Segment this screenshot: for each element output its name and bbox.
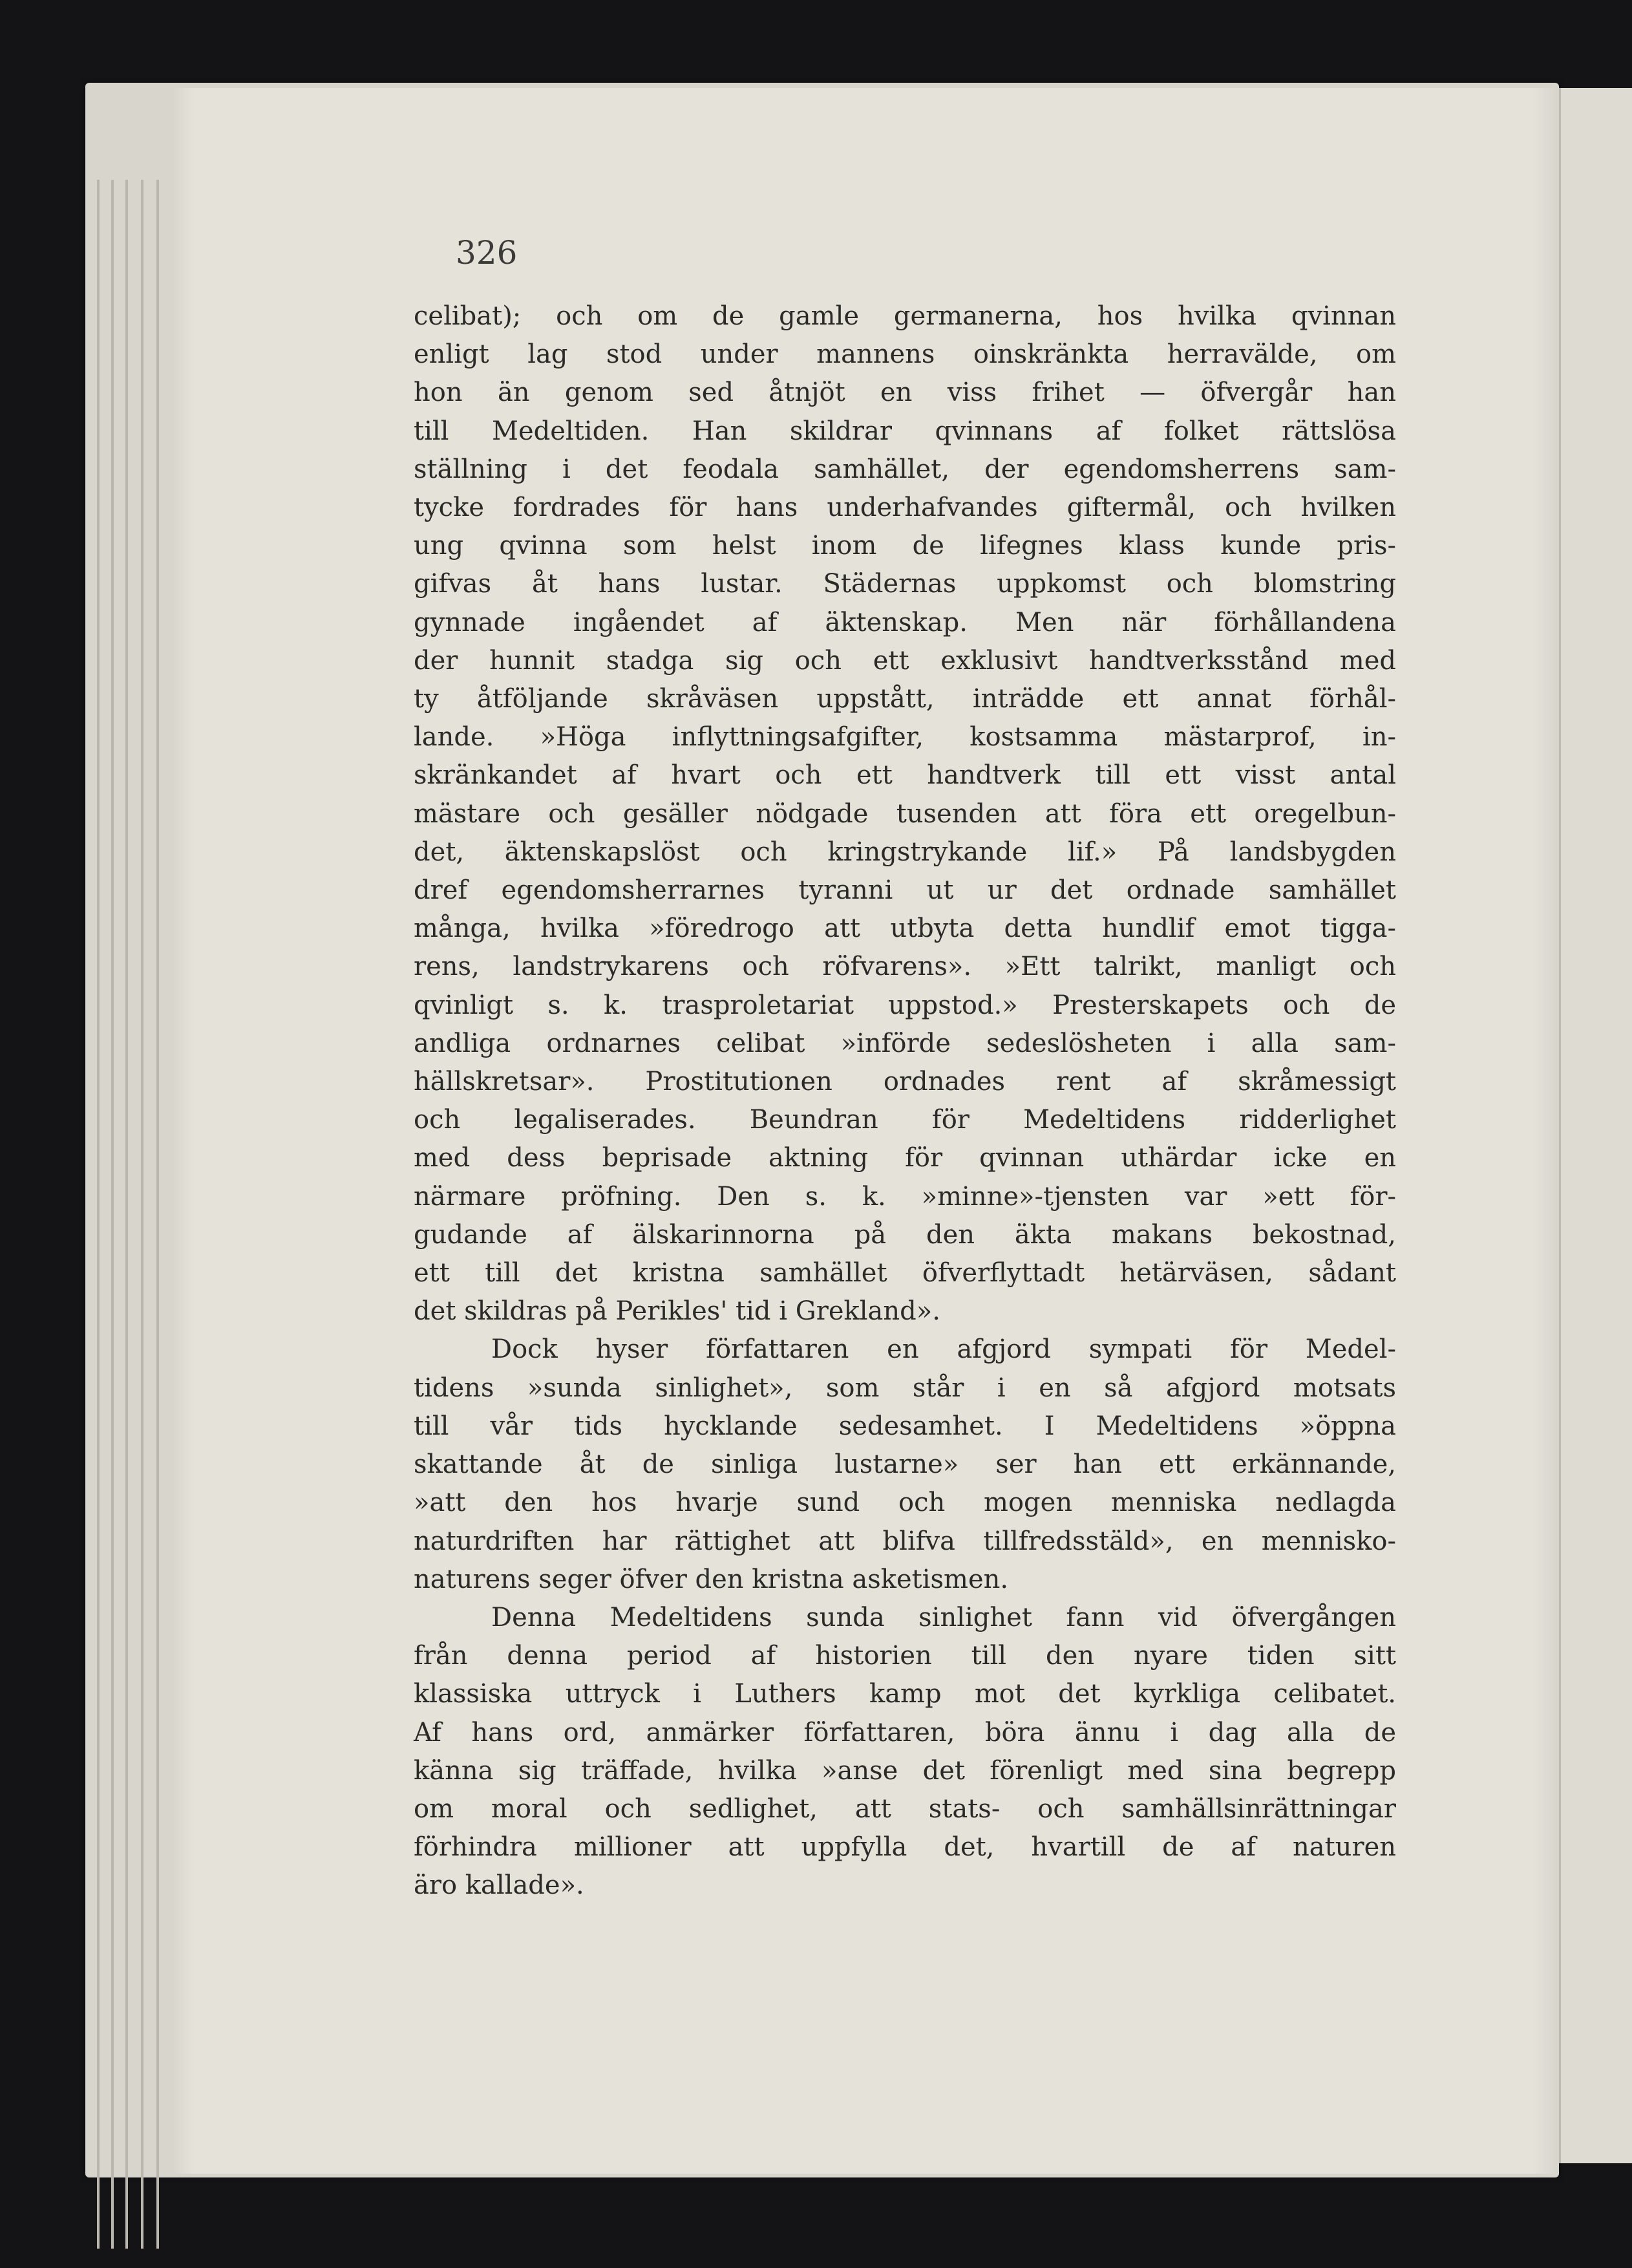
page-body-text (414, 297, 1396, 1905)
text-line: med dess beprisade aktning för qvinnan uthärdar icke en (414, 1143, 1396, 1173)
page-edge-line (97, 180, 100, 2249)
text-line: ty åtföljande skråväsen uppstått, inträdde ett annat förhål- (414, 684, 1396, 714)
text-line: naturens seger öfver den kristna asketismen. (414, 1564, 1009, 1594)
text-line: tidens »sunda sinlighet», som står i en så afgjord motsats (414, 1373, 1396, 1403)
text-line: dref egendomsherrarnes tyranni ut ur det ordnade samhället (414, 875, 1396, 906)
text-line: och legaliserades. Beundran för Medeltidens ridderlighet (414, 1105, 1396, 1135)
text-line: det, äktenskapslöst och kringstrykande lif.» På landsbygden (414, 837, 1396, 867)
text-line: gifvas åt hans lustar. Städernas uppkomst och blomstring (414, 569, 1396, 599)
text-line: andliga ordnarnes celibat »införde sedeslösheten i alla sam- (414, 1028, 1396, 1058)
text-line: skränkandet af hvart och ett handtverk till ett visst antal (414, 760, 1396, 791)
text-line: naturdriften har rättighet att blifva tillfredsstäld», en mennisko- (414, 1526, 1396, 1556)
paragraph (414, 1599, 1396, 1905)
page-edge-line (156, 180, 159, 2249)
text-line: förhindra millioner att uppfylla det, hvartill de af naturen (414, 1832, 1396, 1863)
text-line: det skildras på Perikles' tid i Grekland». (414, 1296, 940, 1327)
text-line: många, hvilka »föredrogo att utbyta detta hundlif emot tigga- (414, 914, 1396, 944)
text-line: enligt lag stod under mannens oinskränkta herravälde, om (414, 339, 1396, 370)
paragraph (414, 297, 1396, 1331)
text-line: celibat); och om de gamle germanerna, hos hvilka qvinnan (414, 301, 1396, 331)
text-line: ställning i det feodala samhället, der egendomsherrens sam- (414, 454, 1396, 484)
text-line: till vår tids hycklande sedesamhet. I Medeltidens »öppna (414, 1411, 1396, 1441)
text-line: hällskretsar». Prostitutionen ordnades rent af skråmessigt (414, 1067, 1396, 1097)
page-number: 326 (456, 234, 518, 272)
page-edge-line (125, 180, 128, 2249)
text-line: gudande af älskarinnorna på den äkta makans bekostnad, (414, 1219, 1396, 1250)
text-line: Dock hyser författaren en afgjord sympati för Medel- (491, 1334, 1396, 1365)
paragraph (414, 1331, 1396, 1598)
text-line: till Medeltiden. Han skildrar qvinnans af folket rättslösa (414, 416, 1396, 446)
text-line: närmare pröfning. Den s. k. »minne»-tjensten var »ett för- (414, 1181, 1396, 1212)
page-edge-line (111, 180, 114, 2249)
text-line: Af hans ord, anmärker författaren, böra ännu i dag alla de (414, 1717, 1396, 1748)
text-line: lande. »Höga inflyttningsafgifter, kostsamma mästarprof, in- (414, 722, 1396, 753)
next-page-edge (1559, 88, 1632, 2163)
text-line: ett till det kristna samhället öfverflyttadt hetärväsen, sådant (414, 1258, 1396, 1289)
text-line: qvinligt s. k. trasproletariat uppstod.» Presterskapets och de (414, 990, 1396, 1020)
text-line: känna sig träffade, hvilka »anse det förenligt med sina begrepp (414, 1755, 1396, 1786)
text-line: skattande åt de sinliga lustarne» ser han ett erkännande, (414, 1450, 1396, 1480)
text-line: der hunnit stadga sig och ett exklusivt handtverksstånd med (414, 645, 1396, 676)
text-line: gynnade ingåendet af äktenskap. Men när förhållandena (414, 607, 1396, 637)
text-line: tycke fordrades för hans underhafvandes giftermål, och hvilken (414, 493, 1396, 523)
text-line: Denna Medeltidens sunda sinlighet fann vid öfvergången (491, 1602, 1396, 1632)
text-line: rens, landstrykarens och röfvarens». »Ett talrikt, manligt och (414, 952, 1396, 982)
text-line: om moral och sedlighet, att stats- och samhällsinrättningar (414, 1793, 1396, 1824)
text-line: ung qvinna som helst inom de lifegnes klass kunde pris- (414, 531, 1396, 561)
text-line: från denna period af historien till den nyare tiden sitt (414, 1641, 1396, 1671)
text-line: hon än genom sed åtnjöt en viss frihet — öfvergår han (414, 378, 1396, 408)
text-line: mästare och gesäller nödgade tusenden att föra ett oregelbun- (414, 798, 1396, 829)
text-line: klassiska uttryck i Luthers kamp mot det kyrkliga celibatet. (414, 1679, 1396, 1709)
page-edge-line (141, 180, 143, 2249)
text-line: »att den hos hvarje sund och mogen menniska nedlagda (414, 1488, 1396, 1518)
text-line: äro kallade». (414, 1870, 584, 1901)
